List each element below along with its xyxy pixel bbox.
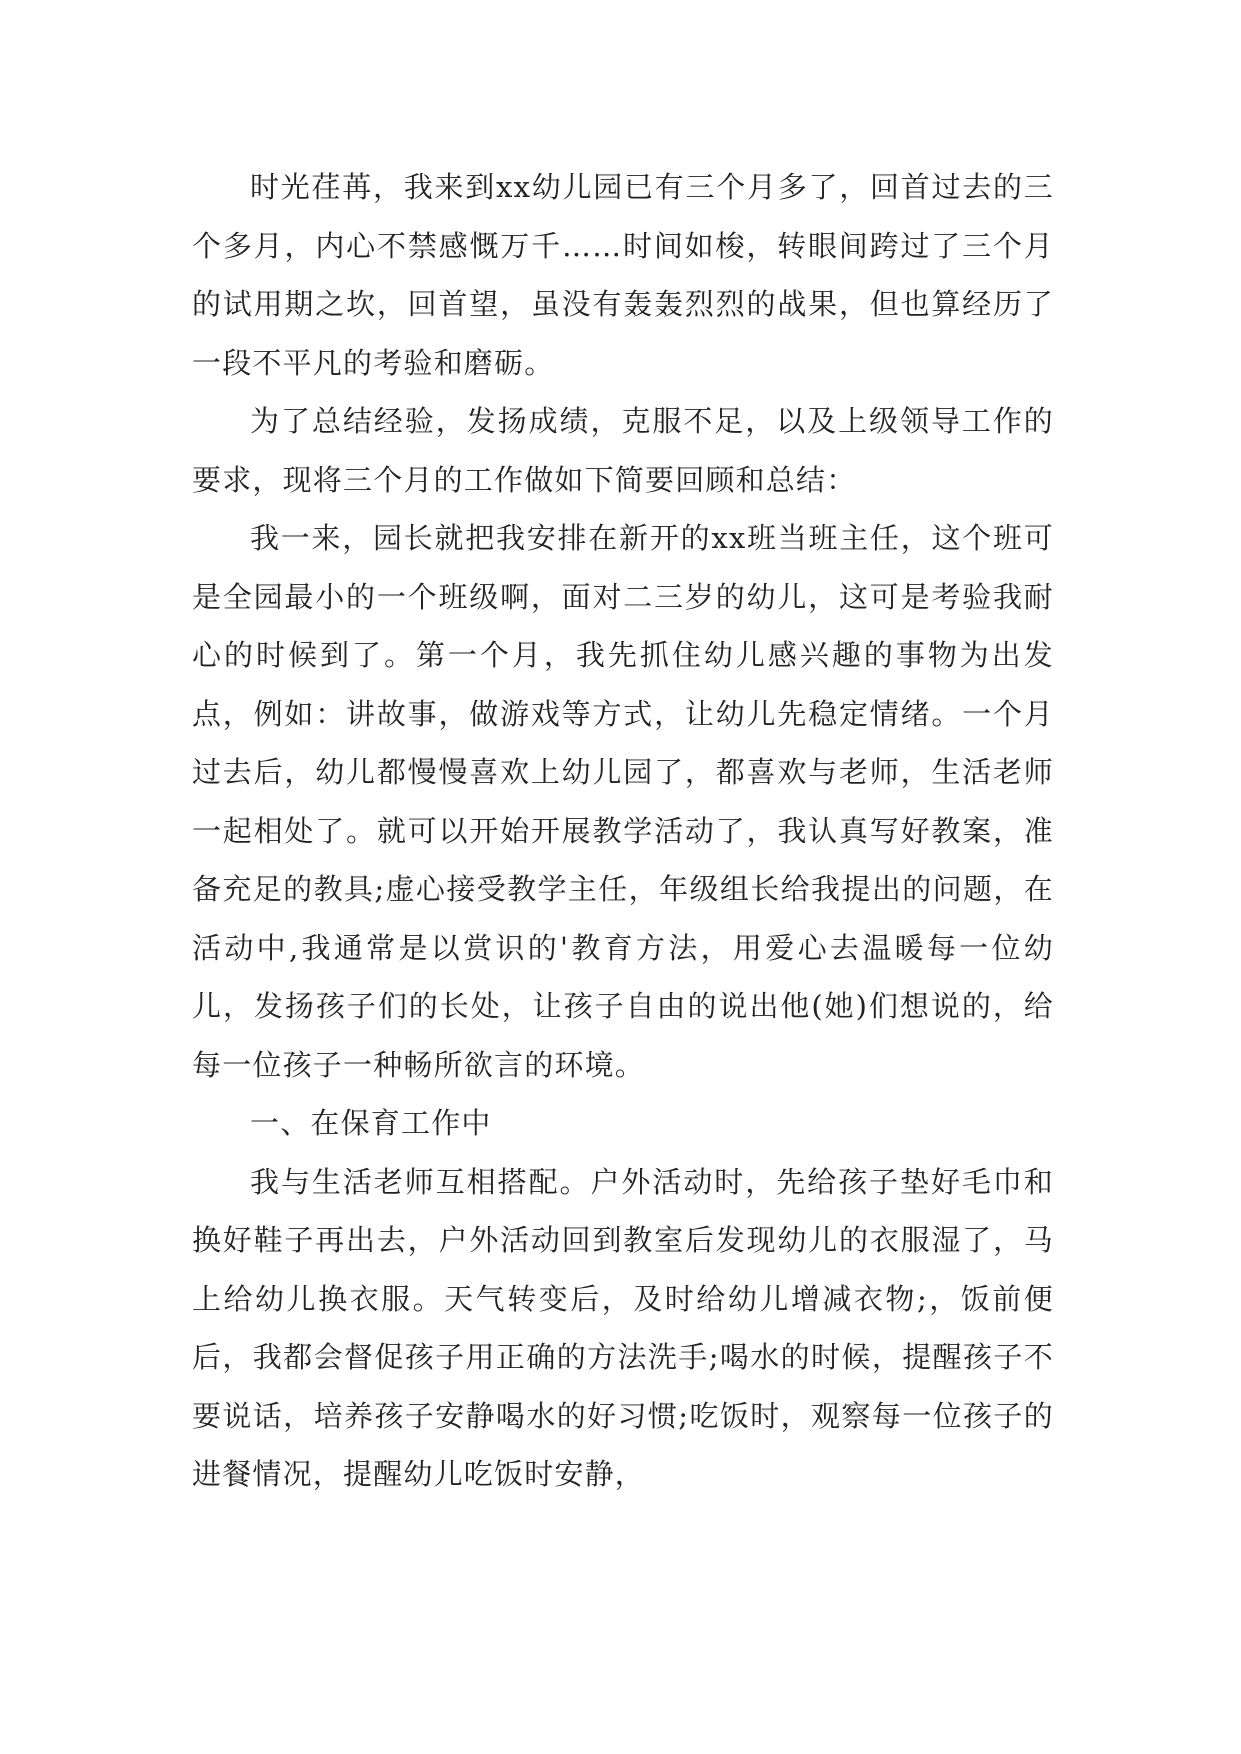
paragraph-class-work: 我一来，园长就把我安排在新开的xx班当班主任，这个班可是全园最小的一个班级啊，面对二三岁的幼儿，这可是考验我耐心的时候到了。第一个月，我先抓住幼儿感兴趣的事物为出发点，例如：讲故事，做游戏等方式，让幼儿先稳定情绪。一个月过去后，幼儿都慢慢喜欢上幼儿园了，都喜欢与老师，生活老师一起相处了。就可以开始开展教学活动了，我认真写好教案，准备充足的教具;虚心接受教学主任，年级组长给我提出的问题，在活动中,我通常是以赏识的'教育方法，用爱心去温暖每一位幼儿，发扬孩子们的长处，让孩子自由的说出他(她)们想说的，给每一位孩子一种畅所欲言的环境。	[192, 521, 1054, 1082]
section-heading-care-work: 一、在保育工作中	[250, 1106, 492, 1140]
paragraph-care-work: 我与生活老师互相搭配。户外活动时，先给孩子垫好毛巾和换好鞋子再出去，户外活动回到教室后发现幼儿的衣服湿了，马上给幼儿换衣服。天气转变后，及时给幼儿增减衣物;，饭前便后，我都会督促孩子用正确的方法洗手;喝水的时候，提醒孩子不要说话，培养孩子安静喝水的好习惯;吃饭时，观察每一位孩子的进餐情况，提醒幼儿吃饭时安静，	[192, 1164, 1054, 1491]
paragraph-purpose: 为了总结经验，发扬成绩，克服不足，以及上级领导工作的要求，现将三个月的工作做如下简要回顾和总结：	[192, 404, 1054, 497]
document-body	[192, 158, 1054, 1504]
paragraph-intro: 时光荏苒，我来到xx幼儿园已有三个月多了，回首过去的三个多月，内心不禁感慨万千……时间如梭，转眼间跨过了三个月的试用期之坎，回首望，虽没有轰轰烈烈的战果，但也算经历了一段不平凡的考验和磨砺。	[192, 170, 1054, 380]
